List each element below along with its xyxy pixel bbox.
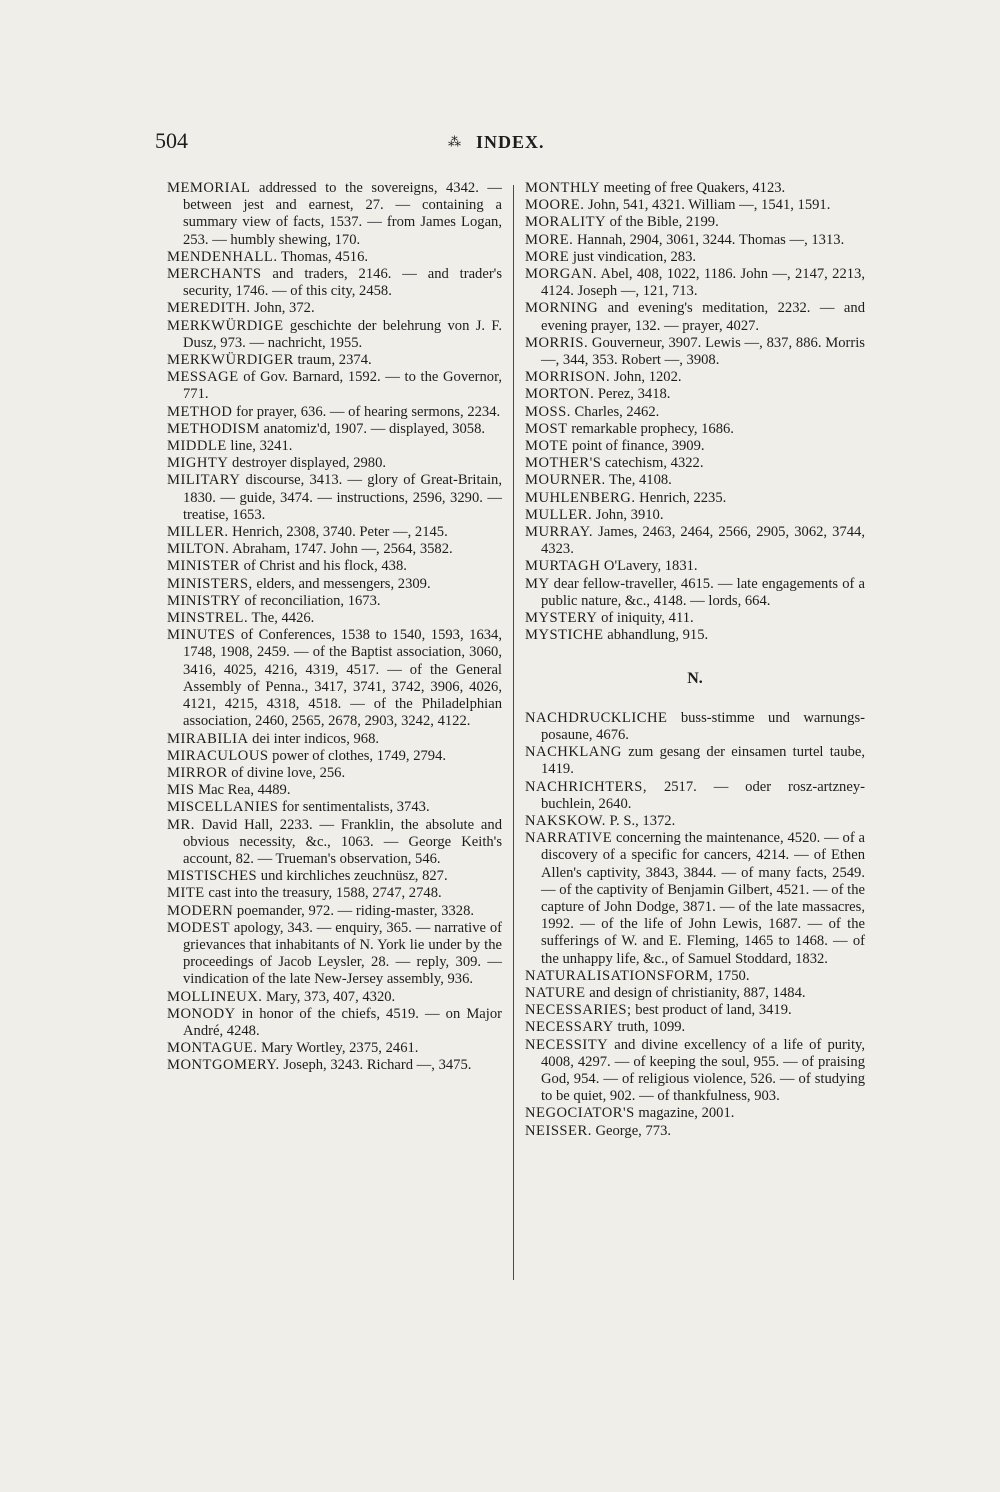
entry-text: just vindication, 283. (569, 248, 697, 265)
index-entry (525, 421, 865, 438)
index-entry (525, 180, 865, 197)
index-entry (167, 472, 502, 524)
index-entry (525, 524, 865, 558)
index-entry (167, 593, 502, 610)
entry-text: and traders, 2146. — and trader's security, 1746. — of this city, 2458. (183, 266, 502, 300)
entry-heading: NACHDRUCKLICHE (525, 709, 668, 726)
entry-heading: MINISTRY (167, 592, 241, 609)
index-entry (525, 507, 865, 524)
entry-heading: MIGHTY (167, 455, 229, 472)
index-entry (525, 744, 865, 778)
index-entry (167, 1040, 502, 1057)
index-entry (167, 799, 502, 816)
index-entry (525, 455, 865, 472)
entry-text: dei inter indicos, 968. (248, 730, 380, 747)
index-entry (525, 1105, 865, 1122)
entry-text: and design of christianity, 887, 1484. (585, 984, 806, 1001)
index-entry (525, 813, 865, 830)
entry-heading: MERKWÜRDIGE (167, 317, 284, 334)
entry-heading: MURRAY. (525, 524, 593, 541)
index-entry (167, 455, 502, 472)
index-entry (167, 627, 502, 730)
entry-text: und kirchliches zeuchnüsz, 827. (257, 868, 448, 885)
section-letter: N. (687, 670, 703, 688)
index-entry (167, 885, 502, 902)
entry-text: addressed to the sovereigns, 4342. — between jest and earnest, 27. — containing a summary view of facts, 1537. — from James Logan, 253. — humbly shewing, 170. (183, 180, 502, 248)
entry-heading: MONTAGUE. (167, 1040, 258, 1057)
entry-heading: MIRROR (167, 764, 228, 781)
index-entry (525, 300, 865, 334)
entry-text: apology, 343. — enquiry, 365. — narrative of grievances that inhabitants of N. York lie under by the proceedings of Jacob Leysler, 28. — reply, 309. — vindication of the late New-Jersey assembly, 936. (183, 919, 502, 988)
index-entry (167, 989, 502, 1006)
entry-text: Mary Wortley, 2375, 2461. (257, 1040, 419, 1057)
index-entry (525, 438, 865, 455)
index-entry (525, 335, 865, 369)
page-number: 504 (155, 128, 188, 153)
entry-heading: MR. (167, 816, 195, 833)
entry-heading: MENDENHALL. (167, 248, 278, 265)
entry-heading: NECESSITY (525, 1036, 609, 1053)
index-entry (525, 490, 865, 507)
index-entry (525, 472, 865, 489)
index-entry (167, 421, 502, 438)
index-entry (167, 748, 502, 765)
entry-text: P. S., 1372. (605, 812, 676, 829)
entry-text: of iniquity, 411. (597, 610, 694, 627)
entry-text: Henrich, 2308, 3740. Peter —, 2145. (228, 524, 448, 541)
entry-text: John, 541, 4321. William —, 1541, 1591. (584, 197, 831, 214)
index-entry (167, 868, 502, 885)
entry-heading: MORRISON. (525, 369, 611, 386)
entry-text: for prayer, 636. — of hearing sermons, 2234. (232, 403, 501, 420)
entry-text: Abel, 408, 1022, 1186. John —, 2147, 2213, 4124. Joseph —, 121, 713. (541, 266, 865, 300)
entry-text: and divine excellency of a life of purity, 4008, 4297. — of keeping the soul, 955. — of praising God, 954. — of religious violence, 526. — of studying to be quiet, 902. — of thankfulness, 903. (541, 1036, 865, 1105)
entry-text: and evening's meditation, 2232. — and evening prayer, 132. — prayer, 4027. (541, 300, 865, 334)
entry-text: concerning the maintenance, 4520. — of a discovery of a specific for cancers, 4214. — of Ethen Allen's captivity, 3843, 3844. — of many facts, 2549. — of the captivity of Benjamin Gilbert, 4521. — of the capture of John Dodge, 3871. — of the late massacres, 1992. — of the life of John Lewis, 1687. — of the sufferings of W. and E. Fleming, 1465 to 1468. — of the unhappy life, &c., of Samuel Stoddard, 1832. (541, 830, 865, 967)
entry-text: The, 4426. (248, 610, 315, 627)
entry-heading: NACHRICHTERS, (525, 778, 648, 795)
entry-text: for sentimentalists, 3743. (278, 799, 430, 816)
entry-text: George, 773. (591, 1122, 672, 1139)
index-entry (167, 558, 502, 575)
entry-text: O'Lavery, 1831. (600, 558, 698, 575)
entry-heading: MISCELLANIES (167, 799, 279, 816)
entry-heading: MOTE (525, 438, 569, 455)
entry-text: Henrich, 2235. (635, 489, 727, 506)
entry-heading: MODERN (167, 902, 234, 919)
entry-text: destroyer displayed, 2980. (228, 455, 387, 472)
entry-heading: MIS (167, 782, 195, 799)
index-entry (167, 300, 502, 317)
entry-text: David Hall, 2233. — Franklin, the absolute and obvious necessity, &c., 1063. — George Keith's account, 82. — Trueman's observation, 546. (183, 816, 502, 867)
entry-heading: MUHLENBERG. (525, 489, 636, 506)
entry-text: catechism, 4322. (601, 455, 704, 472)
right-column-m-entries (525, 180, 865, 644)
entry-heading: MEREDITH. (167, 300, 251, 317)
entry-heading: MOST (525, 420, 568, 437)
entry-text: John, 3910. (592, 506, 664, 523)
entry-text: of Gov. Barnard, 1592. — to the Governor, 771. (183, 369, 502, 403)
index-entry (525, 214, 865, 231)
right-column-n-entries (525, 710, 865, 1140)
index-entry (167, 524, 502, 541)
entry-text: buss-stimme und warnungs-posaune, 4676. (541, 709, 865, 743)
entry-heading: NEISSER. (525, 1122, 592, 1139)
entry-heading: MYSTICHE (525, 627, 604, 644)
entry-heading: MESSAGE (167, 369, 239, 386)
entry-text: anatomiz'd, 1907. — displayed, 3058. (259, 420, 486, 437)
entry-text: poemander, 972. — riding-master, 3328. (233, 902, 475, 919)
entry-heading: MONODY (167, 1005, 236, 1022)
index-entry (167, 249, 502, 266)
entry-heading: MORTON. (525, 386, 595, 403)
entry-heading: MOLLINEUX. (167, 988, 263, 1005)
entry-text: John, 1202. (610, 369, 682, 386)
entry-heading: MOTHER'S (525, 455, 602, 472)
entry-text: dear fellow-traveller, 4615. — late engagements of a public nature, &c., 4148. — lords, 664. (541, 575, 865, 609)
entry-heading: MULLER. (525, 506, 593, 523)
entry-text: meeting of free Quakers, 4123. (600, 180, 786, 196)
entry-heading: NAKSKOW. (525, 812, 606, 829)
entry-heading: NATURALISATIONSFORM, (525, 967, 713, 984)
entry-heading: NARRATIVE (525, 830, 613, 847)
entry-heading: MOSS. (525, 403, 571, 420)
entry-heading: MIRABILIA (167, 730, 249, 747)
entry-text: Joseph, 3243. Richard —, 3475. (279, 1057, 472, 1074)
entry-heading: MONTHLY (525, 180, 601, 196)
entry-text: zum gesang der einsamen turtel taube, 1419. (541, 744, 865, 778)
entry-text: of Conferences, 1538 to 1540, 1593, 1634, 1748, 1908, 2459. — of the Baptist association, 3060, 3416, 4025, 4216, 4319, 4517. — of the General Assembly of Penna., 3417, 3741, 3742, 3906, 4026, 4121, 4215, 4318, 4518. — of the Philadelphian association, 2460, 2565, 2678, 2903, 3242, 4122. (183, 627, 502, 730)
entry-text: remarkable prophecy, 1686. (567, 420, 734, 437)
entry-text: Perez, 3418. (594, 386, 671, 403)
index-entry (525, 386, 865, 403)
index-entry (167, 817, 502, 869)
index-entry (525, 369, 865, 386)
entry-heading: MILLER. (167, 524, 229, 541)
entry-heading: MIRACULOUS (167, 747, 269, 764)
index-entry (525, 576, 865, 610)
index-entry (525, 779, 865, 813)
index-entry (167, 1057, 502, 1074)
entry-heading: MORNING (525, 300, 599, 317)
entry-text: traum, 2374. (293, 352, 372, 369)
index-entry (525, 266, 865, 300)
entry-text: Abraham, 1747. John —, 2564, 3582. (229, 541, 453, 558)
entry-text: Mary, 373, 407, 4320. (262, 988, 396, 1005)
entry-heading: MOURNER. (525, 472, 606, 489)
index-entry (525, 710, 865, 744)
entry-heading: MYSTERY (525, 610, 598, 627)
entry-text: cast into the treasury, 1588, 2747, 2748. (204, 885, 442, 902)
index-entry (167, 369, 502, 403)
entry-text: Gouverneur, 3907. Lewis —, 837, 886. Morris —, 344, 353. Robert —, 3908. (541, 334, 865, 369)
entry-text: best product of land, 3419. (631, 1002, 792, 1019)
index-entry (167, 731, 502, 748)
entry-heading: MORE. (525, 231, 574, 248)
index-entry (525, 558, 865, 575)
entry-text: power of clothes, 1749, 2794. (268, 747, 447, 764)
entry-heading: MOORE. (525, 197, 585, 214)
entry-heading: MINISTER (167, 558, 240, 575)
entry-text: magazine, 2001. (634, 1105, 735, 1122)
entry-text: point of finance, 3909. (568, 438, 705, 455)
page-header (155, 128, 875, 158)
running-title: INDEX. (476, 132, 545, 152)
index-entry (525, 968, 865, 985)
entry-text: of reconciliation, 1673. (240, 592, 381, 609)
index-entry (167, 576, 502, 593)
entry-heading: MY (525, 575, 550, 592)
entry-heading: MILITARY (167, 472, 241, 489)
entry-text: The, 4108. (605, 472, 672, 489)
index-entry (167, 610, 502, 627)
entry-heading: NECESSARY (525, 1019, 614, 1036)
entry-heading: MORRIS. (525, 334, 589, 351)
entry-heading: MORGAN. (525, 266, 598, 283)
entry-text: 2517. — oder rosz-artzney-buchlein, 2640. (541, 778, 865, 812)
entry-text: of the Bible, 2199. (606, 214, 719, 231)
entry-text: line, 3241. (226, 438, 293, 455)
index-entry (525, 985, 865, 1002)
index-entry (167, 903, 502, 920)
entry-heading: MINSTREL. (167, 610, 249, 627)
index-entry (525, 404, 865, 421)
index-entry (525, 1019, 865, 1036)
index-entry (525, 197, 865, 214)
entry-heading: NACHKLANG (525, 744, 622, 761)
entry-heading: MORE (525, 248, 570, 265)
entry-heading: MISTISCHES (167, 868, 258, 885)
entry-heading: NECESSARIES; (525, 1002, 632, 1019)
entry-heading: MONTGOMERY. (167, 1057, 280, 1074)
index-entry (167, 318, 502, 352)
entry-text: abhandlung, 915. (603, 627, 709, 644)
index-entry (167, 782, 502, 799)
entry-text: elders, and messengers, 2309. (252, 575, 431, 592)
asterism-icon: ⁂ (448, 134, 461, 149)
index-entry (525, 232, 865, 249)
entry-heading: MEMORIAL (167, 180, 251, 196)
index-entry (167, 438, 502, 455)
entry-heading: MERKWÜRDIGER (167, 352, 294, 369)
index-entry (167, 266, 502, 300)
entry-text: 1750. (712, 967, 750, 984)
index-entry (167, 404, 502, 421)
entry-heading: MURTAGH (525, 558, 601, 575)
entry-heading: NATURE (525, 984, 586, 1001)
entry-heading: MINUTES (167, 627, 236, 644)
entry-heading: MINISTERS, (167, 575, 253, 592)
entry-text: John, 372. (250, 300, 315, 317)
entry-heading: MODEST (167, 919, 230, 936)
index-entry (525, 610, 865, 627)
index-entry (525, 249, 865, 266)
entry-heading: MITE (167, 885, 205, 902)
entry-text: Charles, 2462. (570, 403, 660, 420)
entry-text: in honor of the chiefs, 4519. — on Major André, 4248. (183, 1005, 502, 1039)
index-entry (167, 765, 502, 782)
entry-text: James, 2463, 2464, 2566, 2905, 3062, 3744, 4323. (541, 524, 865, 558)
entry-heading: METHOD (167, 403, 233, 420)
entry-text: of divine love, 256. (227, 764, 346, 781)
index-entry (167, 920, 502, 989)
index-entry (167, 1006, 502, 1040)
index-entry (525, 830, 865, 968)
left-column (167, 180, 502, 1075)
index-entry (525, 1123, 865, 1140)
index-entry (167, 541, 502, 558)
entry-text: Hannah, 2904, 3061, 3244. Thomas —, 1313. (573, 231, 845, 248)
entry-text: geschichte der belehrung von J. F. Dusz, 973. — nachricht, 1955. (183, 317, 502, 351)
column-divider (513, 185, 514, 1280)
entry-heading: METHODISM (167, 420, 260, 437)
entry-text: Mac Rea, 4489. (194, 782, 291, 799)
entry-text: of Christ and his flock, 438. (239, 558, 407, 575)
index-entry (525, 627, 865, 644)
index-entry (167, 352, 502, 369)
entry-text: truth, 1099. (613, 1019, 686, 1036)
entry-text: Thomas, 4516. (277, 248, 369, 265)
right-column (525, 180, 865, 1140)
entry-heading: NEGOCIATOR'S (525, 1105, 635, 1122)
entry-heading: MILTON. (167, 541, 230, 558)
entry-heading: MORALITY (525, 214, 607, 231)
index-entry (167, 180, 502, 249)
entry-heading: MERCHANTS (167, 266, 262, 283)
index-entry (525, 1002, 865, 1019)
index-entry (525, 1037, 865, 1106)
entry-heading: MIDDLE (167, 438, 227, 455)
entry-text: discourse, 3413. — glory of Great-Britain, 1830. — guide, 3474. — instructions, 2596, 3290. — treatise, 1653. (183, 472, 502, 523)
